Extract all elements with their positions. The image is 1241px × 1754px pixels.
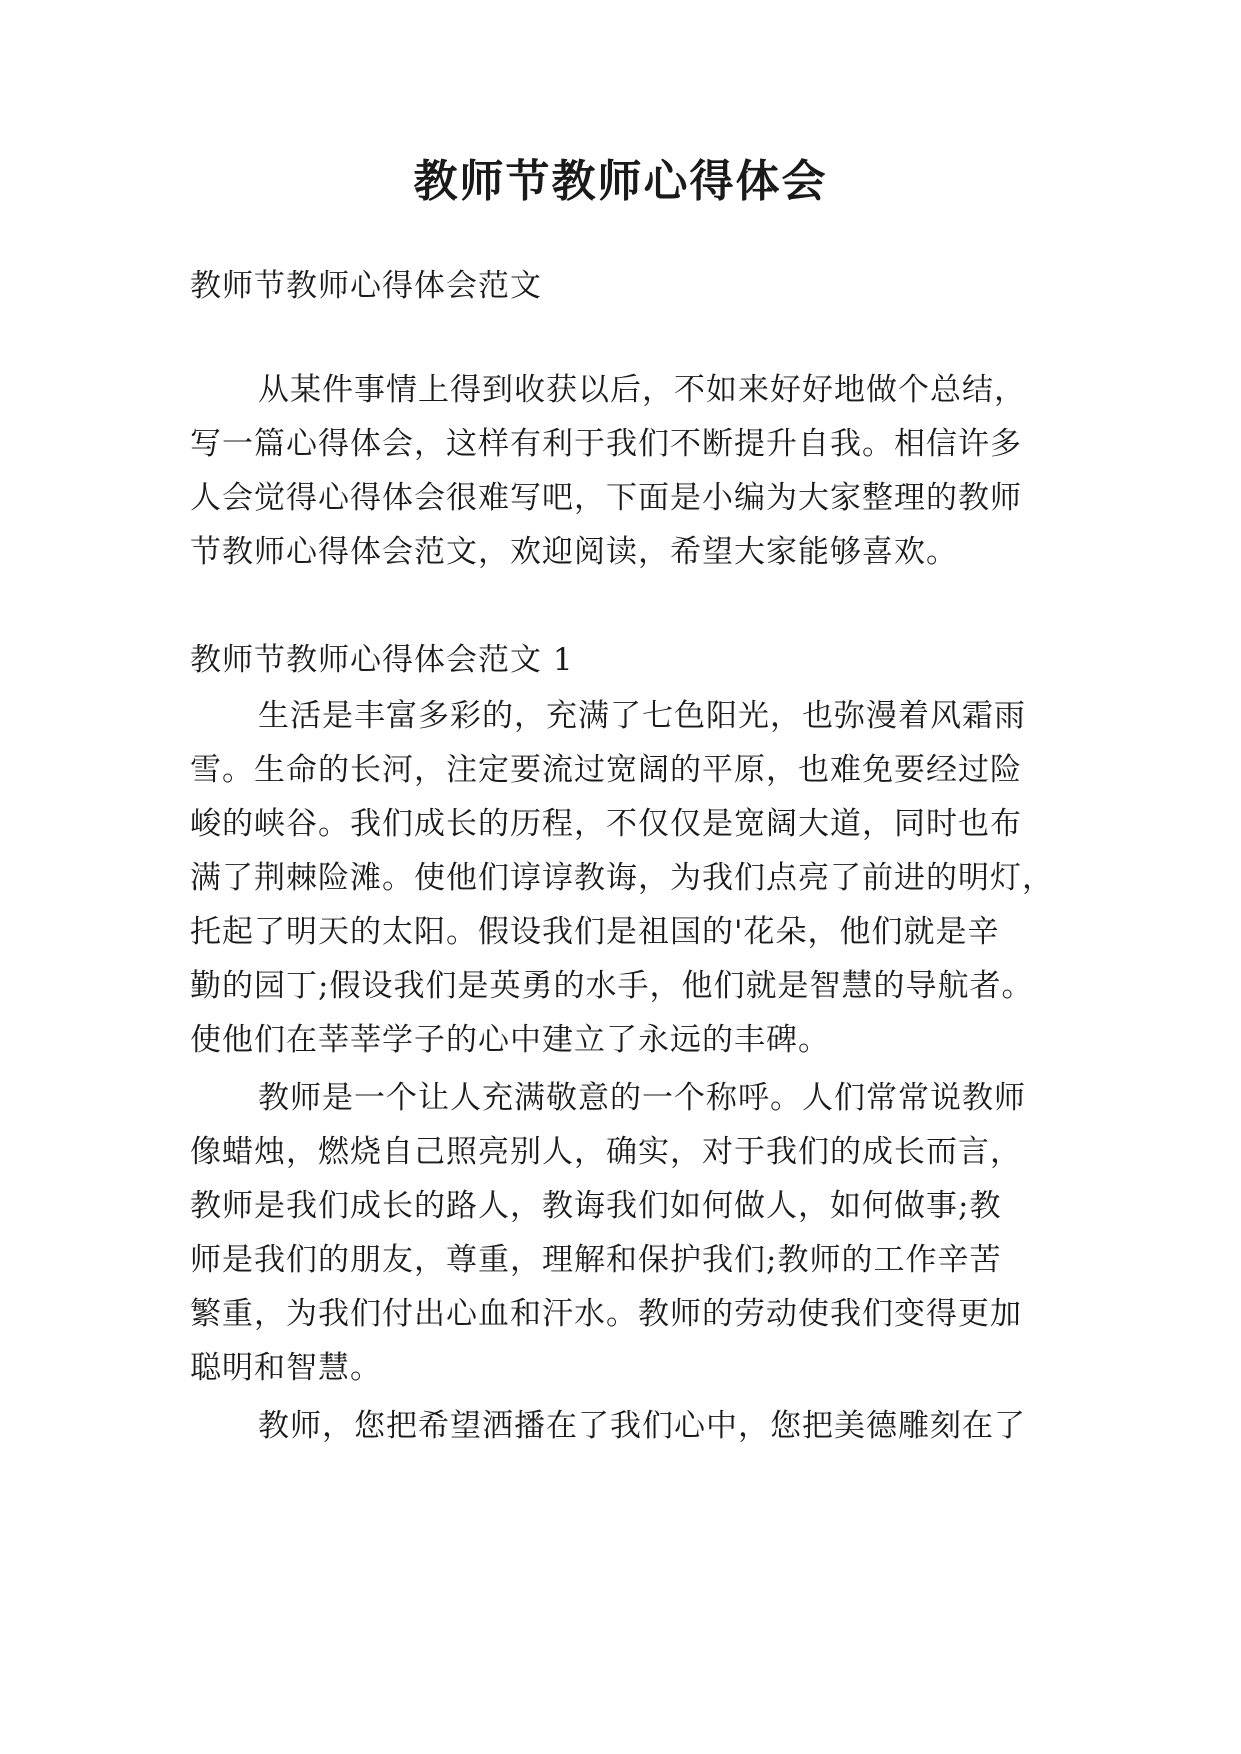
paragraph2-line-4: 师是我们的朋友，尊重，理解和保护我们;教师的工作辛苦 (190, 1242, 1002, 1278)
paragraph1-line-2: 雪。生命的长河，注定要流过宽阔的平原，也难免要经过险 (190, 752, 1022, 788)
document-title: 教师节教师心得体会 (413, 156, 828, 207)
paragraph2-line-5: 繁重，为我们付出心血和汗水。教师的劳动使我们变得更加 (190, 1296, 1022, 1332)
intro-line-2: 写一篇心得体会，这样有利于我们不断提升自我。相信许多 (190, 426, 1022, 462)
section-heading: 教师节教师心得体会范文 1 (190, 642, 574, 678)
paragraph1-line-7: 使他们在莘莘学子的心中建立了永远的丰碑。 (190, 1022, 830, 1058)
paragraph1-line-1: 生活是丰富多彩的，充满了七色阳光，也弥漫着风霜雨 (258, 698, 1026, 734)
paragraph2-line-1: 教师是一个让人充满敬意的一个称呼。人们常常说教师 (258, 1080, 1026, 1116)
paragraph3-line-1: 教师，您把希望洒播在了我们心中，您把美德雕刻在了 (258, 1408, 1026, 1444)
paragraph2-line-3: 教师是我们成长的路人，教诲我们如何做人，如何做事;教 (190, 1188, 1002, 1224)
paragraph2-line-6: 聪明和智慧。 (190, 1350, 382, 1386)
paragraph1-line-5: 托起了明天的太阳。假设我们是祖国的'花朵，他们就是辛 (190, 914, 1000, 950)
document-subtitle: 教师节教师心得体会范文 (190, 268, 542, 304)
intro-line-4: 节教师心得体会范文，欢迎阅读，希望大家能够喜欢。 (190, 534, 958, 570)
paragraph1-line-4: 满了荆棘险滩。使他们谆谆教诲，为我们点亮了前进的明灯， (190, 860, 1054, 896)
intro-line-3: 人会觉得心得体会很难写吧，下面是小编为大家整理的教师 (190, 480, 1022, 516)
intro-line-1: 从某件事情上得到收获以后，不如来好好地做个总结， (258, 372, 1026, 408)
paragraph2-line-2: 像蜡烛，燃烧自己照亮别人，确实，对于我们的成长而言， (190, 1134, 1022, 1170)
paragraph1-line-6: 勤的园丁;假设我们是英勇的水手，他们就是智慧的导航者。 (190, 968, 1034, 1004)
paragraph1-line-3: 峻的峡谷。我们成长的历程，不仅仅是宽阔大道，同时也布 (190, 806, 1022, 842)
